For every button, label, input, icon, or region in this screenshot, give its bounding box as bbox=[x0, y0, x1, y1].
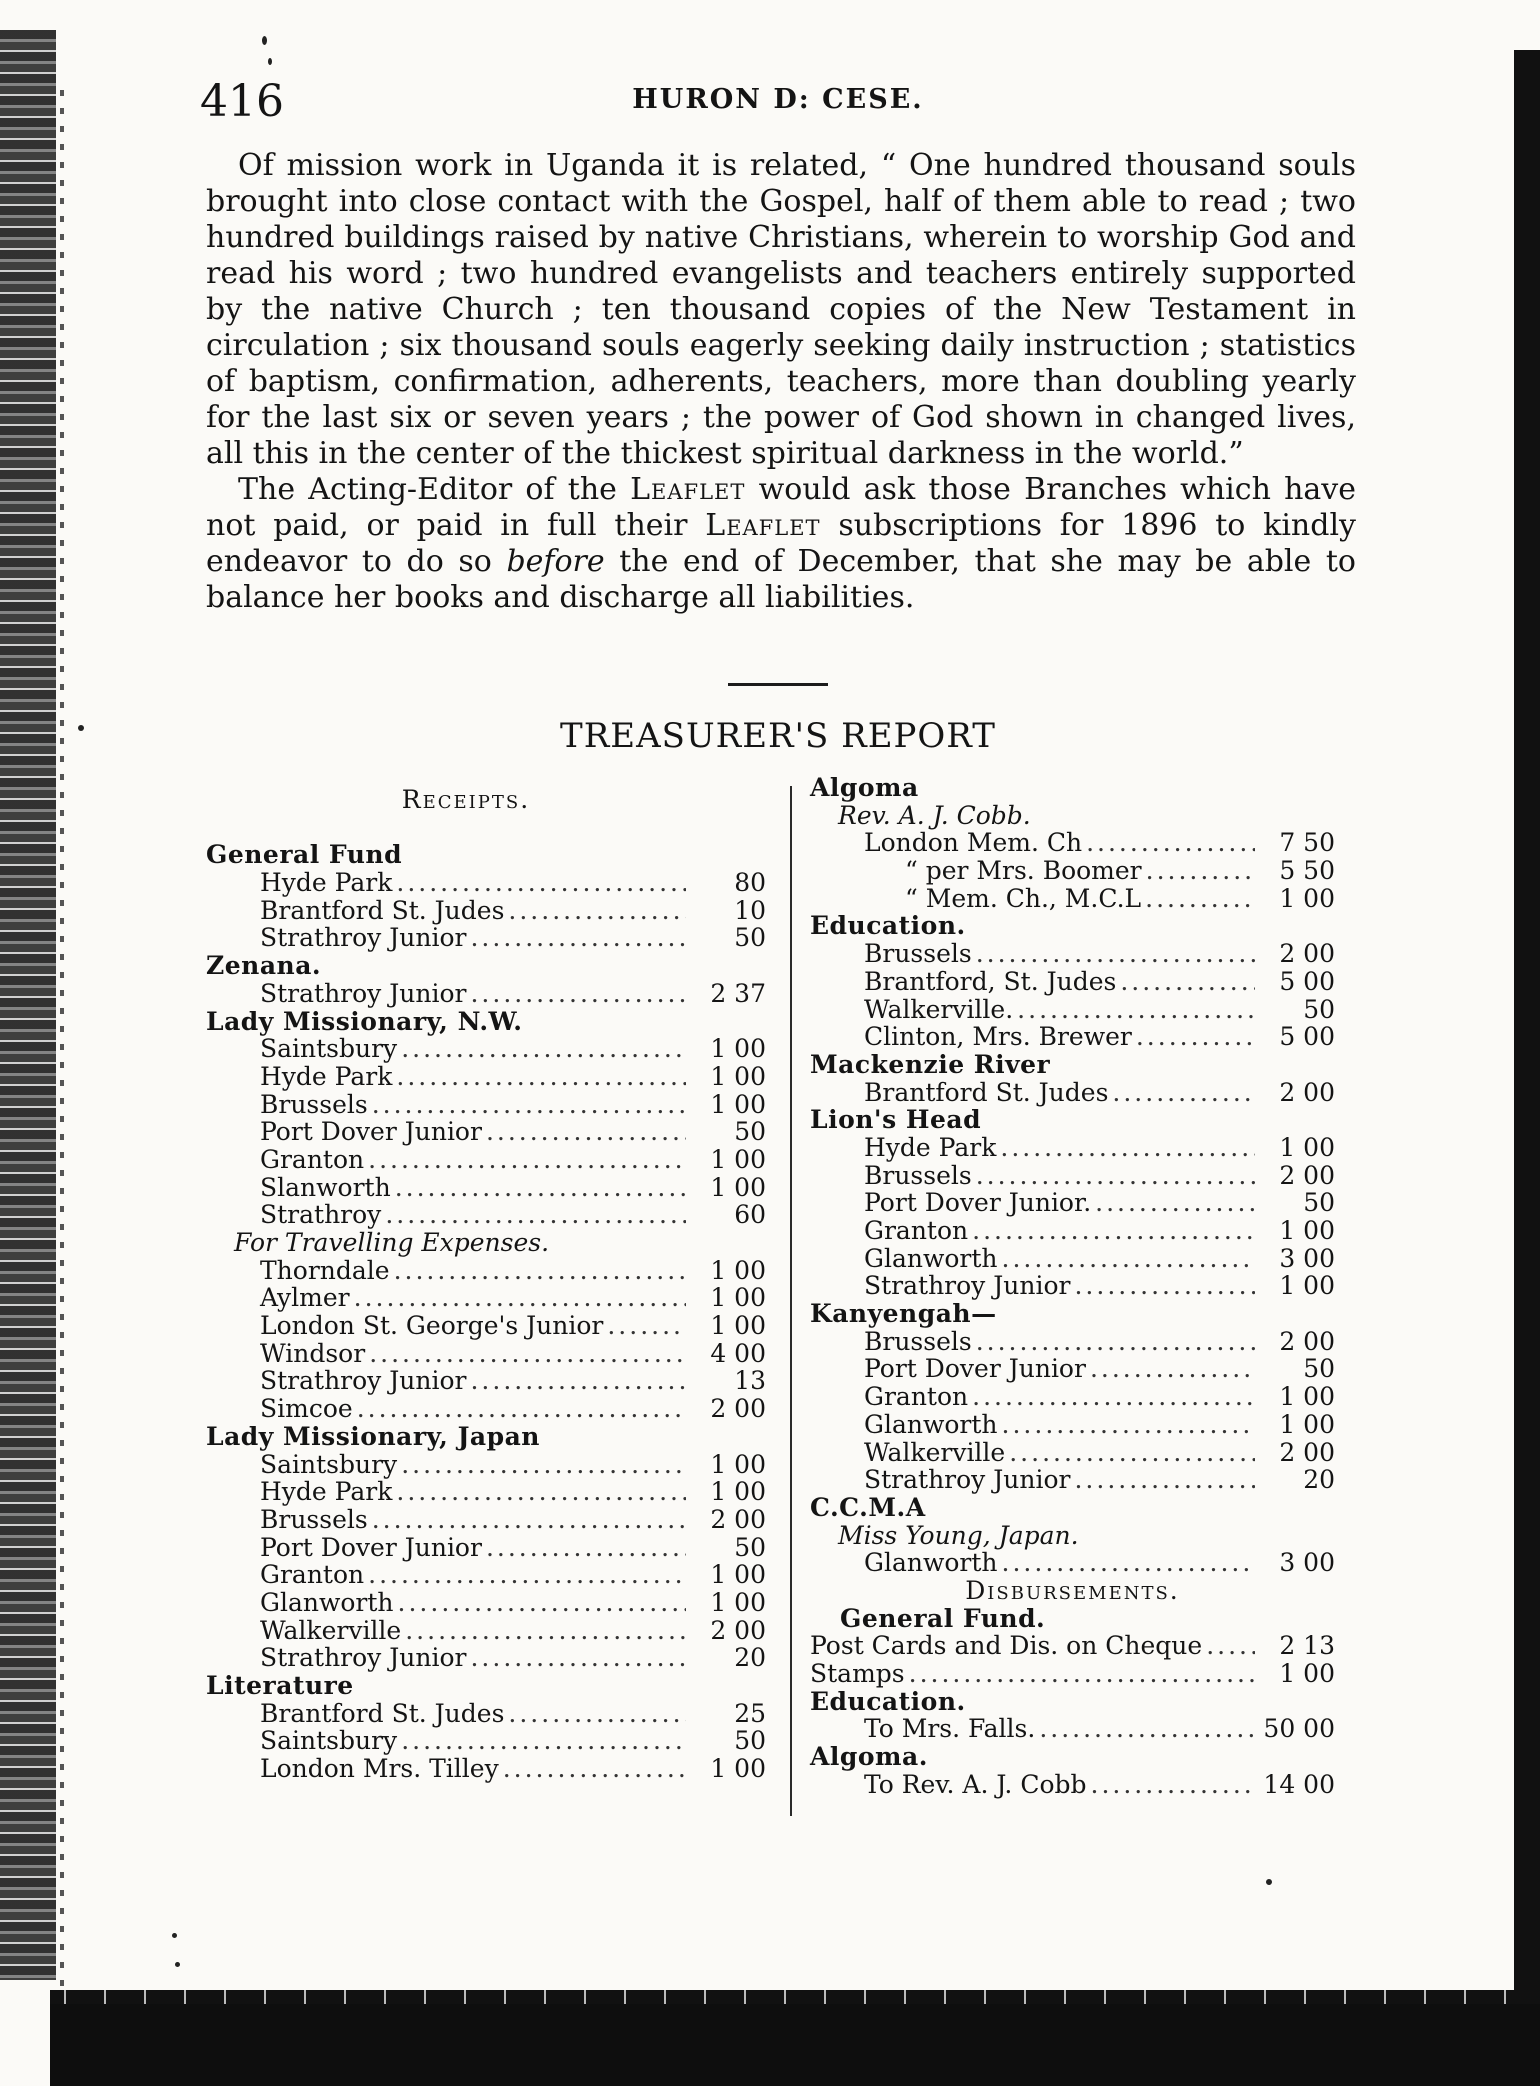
entry-amount: 50 bbox=[734, 1532, 766, 1562]
ledger-subheading: Miss Young, Japan. bbox=[838, 1520, 1079, 1550]
entry-amount: 1 00 bbox=[1279, 1271, 1335, 1301]
scan-left-edge-dots bbox=[60, 90, 64, 1990]
entry-name: Brussels bbox=[864, 1160, 972, 1190]
entry-amount: 20 bbox=[1303, 1465, 1335, 1495]
entry-amount: 3 00 bbox=[1279, 1548, 1335, 1578]
ledger-heading: General Fund. bbox=[840, 1603, 1046, 1633]
ledger-entry bbox=[206, 1063, 766, 1091]
scan-speck bbox=[78, 725, 84, 731]
ledger-heading: Mackenzie River bbox=[810, 1049, 1051, 1079]
p2-text-c: subscriptions for 1896 to kindly endeavor to do so bbox=[206, 508, 1356, 579]
ledger-entry bbox=[206, 1284, 766, 1312]
entry-amount: 25 bbox=[734, 1698, 766, 1728]
entry-name: Hyde Park bbox=[260, 1061, 393, 1091]
entry-name: Glanworth bbox=[864, 1409, 998, 1439]
entry-name: Granton bbox=[864, 1216, 969, 1245]
ledger-heading: Lady Missionary, Japan bbox=[206, 1421, 540, 1451]
ledger-entry bbox=[810, 1466, 1335, 1494]
scan-speck bbox=[268, 58, 272, 65]
entry-amount: 1 00 bbox=[710, 1172, 766, 1202]
entry-amount: 60 bbox=[734, 1200, 766, 1230]
entry-amount: 2 00 bbox=[710, 1504, 766, 1534]
entry-name: London Mem. Ch bbox=[864, 828, 1083, 858]
dot-leader bbox=[1112, 1079, 1255, 1107]
ledger-entry bbox=[810, 1549, 1335, 1577]
entry-name: Windsor bbox=[260, 1338, 366, 1368]
entry-amount: 13 bbox=[734, 1366, 766, 1396]
entry-amount: 2 00 bbox=[1279, 1326, 1335, 1356]
ledger-entry bbox=[206, 869, 766, 897]
entry-name: Clinton, Mrs. Brewer bbox=[864, 1022, 1132, 1052]
paragraph-acting-editor bbox=[206, 472, 1356, 616]
entry-amount: 1 00 bbox=[710, 1754, 766, 1784]
entry-amount: 1 00 bbox=[1279, 1382, 1335, 1412]
entry-amount: 1 00 bbox=[710, 1449, 766, 1479]
page-number: 416 bbox=[200, 76, 284, 127]
p2-text-d: the end of December, that she may be able to balance her books and discharge all liabilities. bbox=[206, 544, 1356, 615]
ledger-heading: Algoma. bbox=[810, 1742, 928, 1772]
receipts-list bbox=[206, 841, 766, 1782]
entry-name: Walkerville. bbox=[864, 994, 1014, 1024]
dot-leader bbox=[398, 1589, 686, 1617]
scan-speck bbox=[175, 1962, 180, 1967]
ledger-entry bbox=[206, 1700, 766, 1728]
ledger-entry bbox=[810, 968, 1335, 996]
emphasis-before: before bbox=[506, 544, 605, 579]
entry-amount: 1 00 bbox=[710, 1144, 766, 1174]
ledger-subheading: For Travelling Expenses. bbox=[234, 1228, 550, 1258]
entry-name: Port Dover Junior bbox=[260, 1532, 482, 1562]
entry-amount: 50 bbox=[734, 1117, 766, 1147]
entry-name: London St. George's Junior bbox=[260, 1311, 604, 1341]
dot-leader bbox=[401, 1451, 686, 1479]
entry-name: “ Mem. Ch., M.C.L bbox=[905, 883, 1142, 913]
entry-amount: 3 00 bbox=[1279, 1243, 1335, 1273]
ledger-entry bbox=[810, 1771, 1335, 1799]
entry-amount: 1 00 bbox=[710, 1587, 766, 1617]
dot-leader bbox=[1002, 1245, 1255, 1273]
entry-amount: 1 00 bbox=[710, 1034, 766, 1064]
ledger-entry bbox=[810, 1162, 1335, 1190]
ledger-entry bbox=[810, 1411, 1335, 1439]
section-divider bbox=[728, 683, 828, 686]
dot-leader bbox=[1206, 1632, 1255, 1660]
ledger-entry bbox=[810, 829, 1335, 857]
entry-amount: 1 00 bbox=[1279, 1659, 1335, 1688]
dot-leader bbox=[1145, 885, 1255, 913]
entry-amount: 2 13 bbox=[1279, 1631, 1335, 1661]
scan-speck bbox=[172, 1933, 177, 1938]
entry-name: To Mrs. Falls. bbox=[864, 1714, 1036, 1744]
entry-amount: 1 00 bbox=[710, 1061, 766, 1091]
entry-name: Hyde Park bbox=[260, 1477, 393, 1507]
ledger-entry bbox=[206, 1534, 766, 1562]
dot-leader bbox=[401, 1727, 686, 1755]
ledger-entry bbox=[810, 940, 1335, 968]
entry-name: Port Dover Junior. bbox=[864, 1188, 1092, 1218]
dot-leader bbox=[486, 1118, 686, 1146]
entry-name: Strathroy Junior bbox=[864, 1465, 1071, 1495]
ledger-heading: C.C.M.A bbox=[810, 1492, 926, 1522]
entry-name: Saintsbury bbox=[260, 1034, 398, 1064]
ledger-entry bbox=[810, 1217, 1335, 1245]
entry-name: Brussels bbox=[260, 1504, 368, 1534]
ledger-heading: Disbursements. bbox=[965, 1575, 1180, 1605]
dot-leader bbox=[1090, 1355, 1255, 1383]
leaflet-name: Leaflet bbox=[705, 508, 821, 543]
entry-name: Thorndale bbox=[260, 1255, 390, 1285]
dot-leader bbox=[508, 1700, 686, 1728]
leaflet-name: Leaflet bbox=[630, 472, 746, 507]
entry-amount: 1 00 bbox=[710, 1255, 766, 1285]
entry-amount: 50 bbox=[734, 1726, 766, 1756]
entry-amount: 1 00 bbox=[1279, 1132, 1335, 1162]
paragraph-uganda: Of mission work in Uganda it is related, “ One hundred thousand souls brought into close contact with the Gospel, half of them able to read ; two hundred buildings raised by native Christians, wherein to worship God and read his word ; two hundred evangelists and teachers entirely supported by the native Church ; ten thousand copies of the New Testament in circulation ; six thousand souls eagerly seeking daily instruction ; statistics of baptism, confirmation, adherents, teachers, more than doubling yearly for the last six or seven years ; the power of God shown in changed lives, all this in the center of the thickest spiritual darkness in the world.” bbox=[206, 148, 1356, 471]
entry-amount: 2 00 bbox=[1279, 1160, 1335, 1190]
dot-leader bbox=[976, 940, 1255, 968]
ledger-heading: Lion's Head bbox=[810, 1105, 982, 1135]
ledger-entry bbox=[810, 1383, 1335, 1411]
ledger-entry bbox=[206, 924, 766, 952]
dot-leader bbox=[1074, 1272, 1255, 1300]
ledger-entry bbox=[810, 1079, 1335, 1107]
entry-name: Strathroy Junior bbox=[864, 1271, 1071, 1301]
entry-name: Slanworth bbox=[260, 1172, 391, 1202]
dot-leader bbox=[607, 1312, 686, 1340]
entry-name: Aylmer bbox=[260, 1283, 350, 1313]
dot-leader bbox=[395, 1174, 686, 1202]
entry-name: Walkerville bbox=[260, 1615, 402, 1645]
entry-amount: 50 bbox=[734, 923, 766, 953]
dot-leader bbox=[972, 1383, 1255, 1411]
entry-amount: 50 bbox=[1303, 1354, 1335, 1384]
entry-amount: 2 00 bbox=[710, 1615, 766, 1645]
ledger-entry bbox=[206, 1478, 766, 1506]
entry-amount: 2 37 bbox=[710, 978, 766, 1008]
entry-amount: 7 50 bbox=[1279, 828, 1335, 858]
dot-leader bbox=[1091, 1771, 1255, 1799]
ledger-entry bbox=[810, 1245, 1335, 1273]
scan-left-edge bbox=[0, 30, 56, 1980]
dot-leader bbox=[1086, 829, 1255, 857]
ledger-subheading: Rev. A. J. Cobb. bbox=[838, 800, 1031, 830]
entry-amount: 1 00 bbox=[710, 1311, 766, 1341]
entry-name: “ per Mrs. Boomer bbox=[905, 856, 1142, 886]
ledger-heading: Kanyengah— bbox=[810, 1299, 997, 1329]
ledger-entry bbox=[206, 1589, 766, 1617]
ledger-entry bbox=[206, 980, 766, 1008]
dot-leader bbox=[470, 1367, 686, 1395]
entry-name: Granton bbox=[260, 1144, 365, 1174]
ledger-entry bbox=[206, 1727, 766, 1755]
receipts-heading: Receipts. bbox=[401, 785, 531, 814]
ledger-entry bbox=[206, 1755, 766, 1783]
dot-leader bbox=[503, 1755, 686, 1783]
dot-leader bbox=[396, 1478, 686, 1506]
scan-speck bbox=[1266, 1879, 1272, 1885]
dot-leader bbox=[405, 1617, 686, 1645]
p2-text-b: would ask those Branches which have not paid, or paid in full their bbox=[206, 472, 1356, 543]
dot-leader bbox=[1002, 1411, 1255, 1439]
ledger-heading: Literature bbox=[206, 1671, 354, 1701]
column-divider bbox=[790, 786, 792, 1816]
ledger-entry bbox=[810, 1134, 1335, 1162]
entry-amount: 2 00 bbox=[1279, 1077, 1335, 1107]
entry-amount: 2 00 bbox=[1279, 939, 1335, 969]
entry-name: Port Dover Junior bbox=[864, 1354, 1086, 1384]
entry-amount: 1 00 bbox=[1279, 1409, 1335, 1439]
dot-leader bbox=[470, 1644, 686, 1672]
entry-amount: 1 00 bbox=[710, 1477, 766, 1507]
entry-name: Brussels bbox=[864, 1326, 972, 1356]
right-list bbox=[810, 774, 1335, 1798]
dot-leader bbox=[354, 1284, 686, 1312]
ledger-entry bbox=[206, 1340, 766, 1368]
ledger-entry bbox=[206, 1451, 766, 1479]
dot-leader bbox=[396, 869, 686, 897]
dot-leader bbox=[976, 1162, 1255, 1190]
ledger-entry bbox=[206, 1367, 766, 1395]
dot-leader bbox=[1017, 996, 1255, 1024]
ledger-entry bbox=[810, 1660, 1335, 1688]
dot-leader bbox=[1000, 1134, 1255, 1162]
ledger-entry bbox=[810, 1328, 1335, 1356]
dot-leader bbox=[369, 1340, 686, 1368]
entry-name: Simcoe bbox=[260, 1394, 353, 1424]
entry-amount: 20 bbox=[734, 1643, 766, 1673]
entry-name: Strathroy Junior bbox=[260, 1643, 467, 1673]
dot-leader bbox=[1146, 857, 1255, 885]
entry-name: Brussels bbox=[864, 939, 972, 969]
ledger-entry bbox=[206, 1201, 766, 1229]
dot-leader bbox=[372, 1506, 686, 1534]
entry-amount: 1 00 bbox=[710, 1560, 766, 1590]
ledger-entry bbox=[810, 857, 1335, 885]
dot-leader bbox=[1095, 1189, 1255, 1217]
dot-leader bbox=[486, 1534, 686, 1562]
page-header bbox=[200, 78, 1356, 126]
p2-text-a: The Acting-Editor of the bbox=[238, 472, 631, 507]
entry-name: Brantford St. Judes bbox=[864, 1077, 1109, 1107]
dot-leader bbox=[394, 1257, 686, 1285]
ledger-entry bbox=[206, 1118, 766, 1146]
dot-leader bbox=[508, 897, 686, 925]
ledger-heading: Algoma bbox=[810, 773, 919, 802]
body-text bbox=[206, 148, 1356, 616]
entry-name: Strathroy Junior bbox=[260, 978, 467, 1008]
entry-name: Granton bbox=[260, 1560, 365, 1590]
ledger-entry bbox=[206, 1644, 766, 1672]
dot-leader bbox=[1002, 1549, 1255, 1577]
ledger-entry bbox=[810, 1189, 1335, 1217]
entry-name: Strathroy Junior bbox=[260, 1366, 467, 1396]
entry-amount: 14 00 bbox=[1263, 1769, 1335, 1799]
scan-bottom-edge bbox=[50, 1990, 1540, 2086]
dot-leader bbox=[1120, 968, 1255, 996]
ledger-entry bbox=[206, 1395, 766, 1423]
ledger-entry bbox=[206, 1617, 766, 1645]
ledger-entry bbox=[810, 996, 1335, 1024]
dot-leader bbox=[368, 1561, 686, 1589]
dot-leader bbox=[396, 1063, 686, 1091]
ledger-entry bbox=[206, 1506, 766, 1534]
dot-leader bbox=[357, 1395, 686, 1423]
receipts-column bbox=[206, 786, 766, 1783]
entry-name: Glanworth bbox=[864, 1243, 998, 1273]
ledger-heading: Education. bbox=[810, 911, 966, 941]
entry-amount: 1 00 bbox=[1279, 1216, 1335, 1245]
running-title: HURON D: CESE. bbox=[632, 84, 924, 115]
ledger-heading: Lady Missionary, N.W. bbox=[206, 1006, 523, 1036]
entry-name: Brantford St. Judes bbox=[260, 895, 505, 925]
ledger-entry bbox=[206, 1091, 766, 1119]
ledger-heading: General Fund bbox=[206, 840, 403, 870]
entry-amount: 1 00 bbox=[710, 1089, 766, 1119]
dot-leader bbox=[401, 1035, 686, 1063]
entry-amount: 2 00 bbox=[1279, 1437, 1335, 1467]
ledger-entry bbox=[810, 1355, 1335, 1383]
entry-amount: 5 00 bbox=[1279, 1022, 1335, 1052]
entry-amount: 5 00 bbox=[1279, 966, 1335, 996]
dot-leader bbox=[1136, 1023, 1255, 1051]
receipts-disbursements-column bbox=[810, 774, 1335, 1798]
entry-name: Glanworth bbox=[260, 1587, 394, 1617]
entry-name: Stamps bbox=[810, 1659, 905, 1688]
entry-amount: 50 00 bbox=[1263, 1714, 1335, 1744]
dot-leader bbox=[1039, 1715, 1255, 1743]
scan-speck bbox=[262, 36, 267, 45]
dot-leader bbox=[909, 1660, 1255, 1688]
entry-amount: 1 00 bbox=[710, 1283, 766, 1313]
entry-amount: 50 bbox=[1303, 1188, 1335, 1218]
dot-leader bbox=[470, 924, 686, 952]
entry-name: Hyde Park bbox=[864, 1132, 997, 1162]
dot-leader bbox=[972, 1217, 1255, 1245]
entry-name: Brantford St. Judes bbox=[260, 1698, 505, 1728]
entry-name: Saintsbury bbox=[260, 1726, 398, 1756]
dot-leader bbox=[470, 980, 686, 1008]
entry-name: Strathroy bbox=[260, 1200, 382, 1230]
entry-amount: 50 bbox=[1303, 994, 1335, 1024]
entry-name: To Rev. A. J. Cobb bbox=[864, 1769, 1087, 1799]
dot-leader bbox=[1009, 1439, 1255, 1467]
entry-amount: 10 bbox=[734, 895, 766, 925]
dot-leader bbox=[368, 1146, 686, 1174]
ledger-entry bbox=[206, 1174, 766, 1202]
ledger-entry bbox=[206, 897, 766, 925]
report-title: TREASURER'S REPORT bbox=[560, 716, 996, 756]
ledger-entry bbox=[810, 885, 1335, 913]
scan-right-edge bbox=[1514, 50, 1540, 2010]
entry-amount: 4 00 bbox=[710, 1338, 766, 1368]
entry-amount: 1 00 bbox=[1279, 883, 1335, 913]
dot-leader bbox=[1074, 1466, 1255, 1494]
ledger-entry bbox=[810, 1439, 1335, 1467]
ledger-heading: Education. bbox=[810, 1686, 966, 1716]
ledger-entry bbox=[810, 1023, 1335, 1051]
ledger-heading: Zenana. bbox=[206, 951, 322, 981]
ledger-entry bbox=[810, 1272, 1335, 1300]
dot-leader bbox=[372, 1091, 686, 1119]
ledger-entry bbox=[206, 1257, 766, 1285]
ledger-entry bbox=[810, 1632, 1335, 1660]
dot-leader bbox=[976, 1328, 1255, 1356]
ledger-entry bbox=[206, 1146, 766, 1174]
entry-name: Brussels bbox=[260, 1089, 368, 1119]
entry-name: Hyde Park bbox=[260, 868, 393, 898]
ledger-entry bbox=[206, 1312, 766, 1340]
entry-name: Port Dover Junior bbox=[260, 1117, 482, 1147]
entry-name: Saintsbury bbox=[260, 1449, 398, 1479]
entry-name: Post Cards and Dis. on Cheque bbox=[810, 1631, 1203, 1661]
entry-name: Strathroy Junior bbox=[260, 923, 467, 953]
entry-amount: 5 50 bbox=[1279, 856, 1335, 886]
ledger-entry bbox=[206, 1035, 766, 1063]
entry-name: Glanworth bbox=[864, 1548, 998, 1578]
entry-name: Granton bbox=[864, 1382, 969, 1412]
dot-leader bbox=[385, 1201, 686, 1229]
entry-amount: 80 bbox=[734, 868, 766, 898]
entry-name: Walkerville bbox=[864, 1437, 1006, 1467]
ledger-entry bbox=[810, 1715, 1335, 1743]
ledger-entry bbox=[206, 1561, 766, 1589]
entry-amount: 2 00 bbox=[710, 1394, 766, 1424]
entry-name: Brantford, St. Judes bbox=[864, 966, 1117, 996]
entry-name: London Mrs. Tilley bbox=[260, 1754, 499, 1784]
